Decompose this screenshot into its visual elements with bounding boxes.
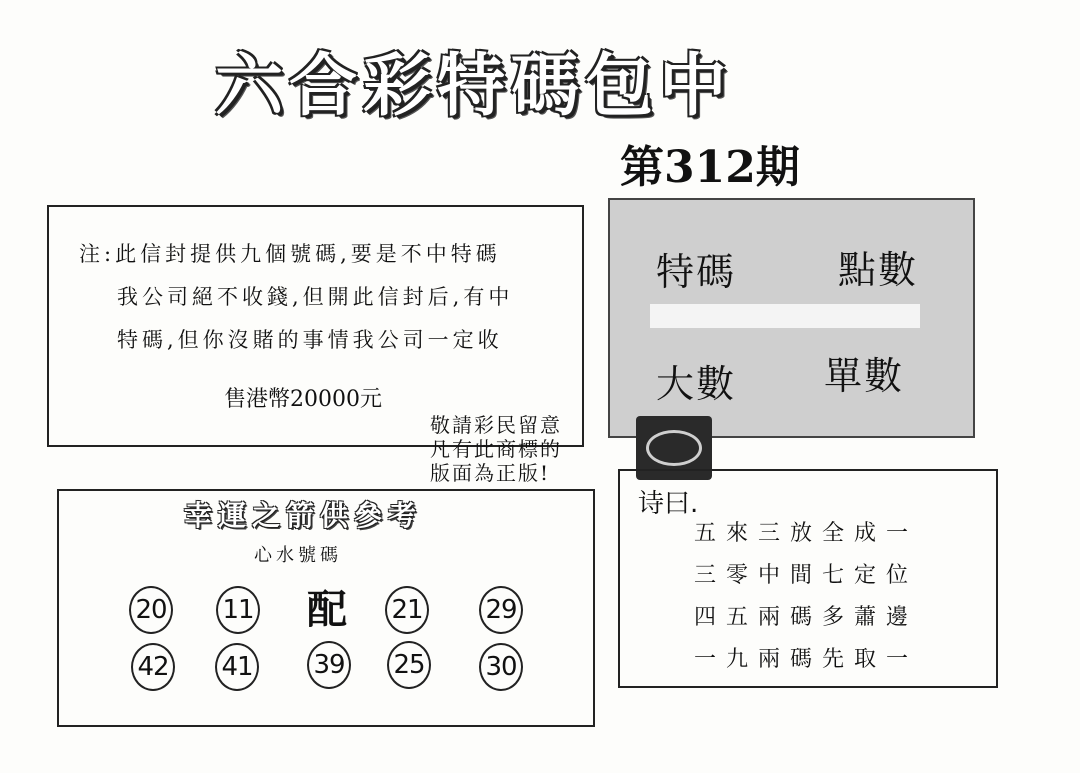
number-ball: 42 xyxy=(131,643,175,691)
caution-line: 敬請彩民留意 xyxy=(430,413,562,437)
divider-strip xyxy=(650,304,920,328)
lucky-title: 幸運之箭供參考 xyxy=(184,499,423,532)
caution-line: 版面為正版! xyxy=(430,461,551,485)
lucky-subtitle: 心水號碼 xyxy=(254,545,342,566)
number-ball: 30 xyxy=(479,643,523,691)
notice-text xyxy=(79,233,579,362)
poem-box xyxy=(618,469,998,688)
price-text: 售港幣20000元 xyxy=(224,387,382,412)
poem-line: 一九兩碼先取一 xyxy=(694,647,919,672)
notice-line: 特碼,但你沒賭的事情我公司一定收 xyxy=(117,328,503,352)
caution-text xyxy=(430,413,620,485)
pei-character: 配 xyxy=(307,586,347,633)
notice-line: 我公司絕不收錢,但開此信封后,有中 xyxy=(117,285,514,309)
lucky-numbers-box xyxy=(57,489,595,727)
number-ball: 25 xyxy=(387,641,431,689)
notice-box xyxy=(47,205,584,447)
number-ball: 29 xyxy=(479,586,523,634)
poem-lines xyxy=(694,513,994,681)
category-odd: 單數 xyxy=(824,354,905,398)
category-panel xyxy=(608,198,975,438)
poem-line: 三零中間七定位 xyxy=(694,563,919,588)
notice-line: 注:此信封提供九個號碼,要是不中特碼 xyxy=(79,242,501,266)
number-ball: 39 xyxy=(307,641,351,689)
poem-line: 四五兩碼多蕭邊 xyxy=(694,605,919,630)
number-ball: 11 xyxy=(216,586,260,634)
number-ball: 20 xyxy=(129,586,173,634)
issue-number: 第312期 xyxy=(620,142,800,193)
category-special-code: 特碼 xyxy=(656,250,737,294)
caution-line: 凡有此商標的 xyxy=(430,437,562,461)
number-ball: 41 xyxy=(215,643,259,691)
category-points: 點數 xyxy=(838,248,919,292)
poem-line: 五來三放全成一 xyxy=(694,521,919,546)
poem-heading: 诗曰. xyxy=(638,489,699,519)
page-title: 六合彩特碼包中 xyxy=(215,47,734,126)
number-ball: 21 xyxy=(385,586,429,634)
category-big: 大數 xyxy=(656,362,737,406)
